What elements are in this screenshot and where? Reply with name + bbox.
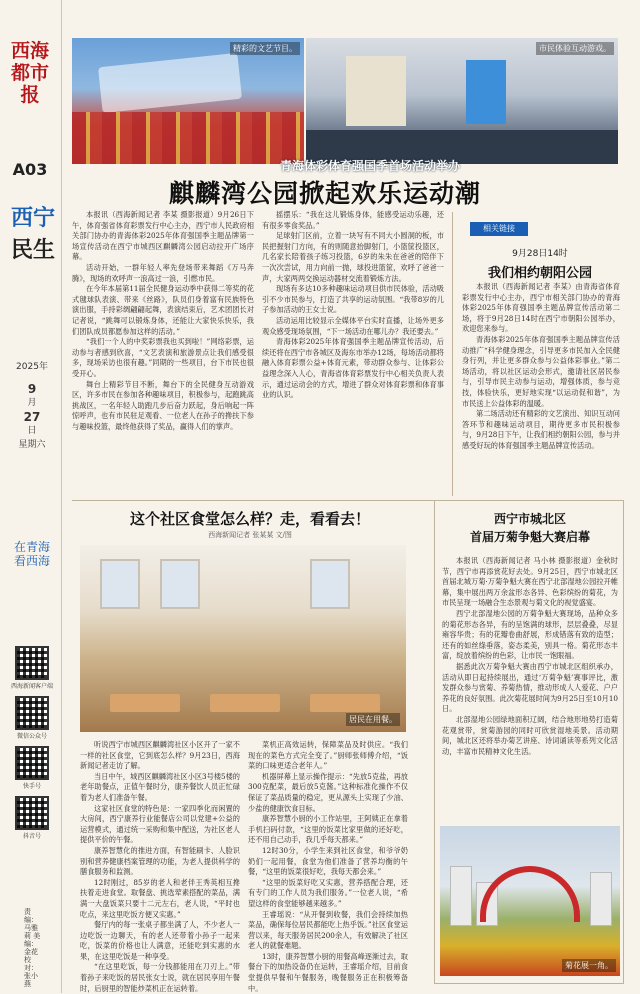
- section-title: [8, 206, 58, 264]
- lead-photo1-caption: 精彩的文艺节目。: [230, 42, 300, 55]
- story3-p1: 本报讯（西海新闻记者 马小林 摄影报道）金秋时节，西宁市再添赏花好去处。9月25日，西宁市城北区首届北城万菊·万菊争魁大赛在西宁北部湿地公园拉开帷幕，集中展出两万余盆形态各异、色彩缤纷的菊花，为市民呈现一场融合生态景观与菊文化的视觉盛宴。: [442, 556, 618, 608]
- sidebar-divider: [452, 212, 453, 496]
- dining-table: [210, 694, 280, 712]
- story2-c1-p4: 康养智慧化的推进方面，有智能刷卡、人脸识别和营养健康档案管理的功能，为老人提供科学的膳食服务和监测。: [80, 845, 240, 877]
- sidebar-headline: 我们相约朝阳公园: [487, 266, 592, 281]
- story3-headline: [440, 510, 620, 546]
- sidebar-p3: 第二场活动还有精彩的文艺演出、知识互动问答环节和趣味运动项目，期待更多市民积极参与，9月28日下午，让我们相约朝阳公园，参与并感受好玩的体育强国季主题品牌宣传活动。: [462, 409, 620, 450]
- lead-c1-p2: 活动开始，一群年轻人率先登场带来舞蹈《万马奔腾》，现场的欢呼声一浪高过一浪，引燃市民。: [72, 262, 254, 283]
- qr-codes: [8, 640, 56, 840]
- dining-table: [110, 694, 180, 712]
- issue-date: [10, 360, 54, 452]
- lead-c2-p3: 现场有多达10多种趣味运动项目供市民体验，活动吸引不少市民参与，打造了共享的运动氛围。“我带8岁的儿子参加活动的王女士说。: [262, 284, 444, 315]
- lead-headline: 麒麟湾公园掀起欢乐运动潮: [168, 179, 481, 208]
- story3-headline-line1: 西宁市城北区: [493, 512, 566, 526]
- section-sub: 民生: [10, 238, 55, 263]
- related-link-tag: 相关链接: [470, 222, 528, 236]
- lead-c2-p4: 活动运用比较显示全媒体平台实时直播，让场外更多观众感受现场氛围，“下一场活动在哪儿办？我还要去。”: [262, 315, 444, 336]
- lead-kicker: 青海体彩体育强国季首场活动举办: [279, 159, 460, 173]
- lead-c1-p5: 舞台上精彩节目不断，舞台下的全民健身互动游戏区，许多市民在参加各种趣味项目，积极参与，起跑跳高挑战区，一名年轻人助跑几步后奋力跃起，身后响起一阵惊呼声，也有市民驻足观看、一位老人在孙子的搀扶下参与趣味投篮，最终他获得了奖品，赢得人们的掌声。: [72, 379, 254, 431]
- qr-label-4: 抖音号: [22, 833, 41, 840]
- lead-c2-p2: 足球射门区前，立着一块写有不同大小圆洞的板，市民把握射门方向，有的则随意抬脚射门，小篮筐投篮区，几名家长陪着孩子练习投篮，6岁的朱朱在爸爸的陪伴下一次次尝试，用力向前一抛，球投进篮筐，欢呼了爸爸一声，大家两两交换运动器材交流着锻炼方法。: [262, 231, 444, 283]
- qr-label-1: 西海新闻客户端: [10, 683, 53, 690]
- issue-year: 2025年: [16, 362, 48, 372]
- lead-column-1: [72, 210, 254, 496]
- lead-photo-performance: [72, 38, 304, 164]
- story2-c2-p5: “这里的饭菜好吃又实惠，营养搭配合理，还有专门的工作人员为我们服务。”一位老人说，“希望这样的食堂能够越来越多。”: [248, 877, 408, 908]
- building: [590, 872, 612, 926]
- story2-c1-p1: 听说西宁市城西区麒麟湾社区小区开了一家不一样的社区食堂，它到底怎么样？9月23日，西海新闻记者走访了解。: [80, 740, 240, 771]
- window: [310, 559, 350, 609]
- story2-headline: 这个社区食堂怎么样？走，看看去！: [129, 510, 370, 528]
- story2-column-1: [80, 740, 240, 993]
- story2-c2-p1: 菜机正高效运转，保障菜品及时供应。“我们现在的菜色方式完全变了。”厨师张师傅介绍，“饭菜的口味更适合老年人。”: [248, 740, 408, 771]
- story2-c1-p6: 餐厅内的每一张桌子都坐满了人，不少老人一边吃饭一边聊天，有的老人还带着小孙子一起来吃，饭菜的价格也让人满意，还能吃到实惠的水果，在这里吃饭是一种享受。: [80, 920, 240, 961]
- lead-photo-games: [306, 38, 618, 164]
- lead-c2-p5: 青海体彩2025年体育强国季主题品牌宣传活动，后续还将在西宁市各城区及海东市举办12场，每场活动都将融入体育彩票公益+体育元素，带动群众参与、让体彩公益理念深入人心，青海省体育彩票发行中心相关负责人表示，通过运动会的方式，增进了群众对体育彩票和体育事业的认识。: [262, 337, 444, 400]
- issue-day-unit: 日: [27, 426, 37, 436]
- story2-byline: 西海新闻记者 张某某 文/图: [208, 531, 292, 539]
- canteen-caption: 居民在用餐。: [346, 713, 400, 726]
- chrysanthemum-photo: [440, 826, 620, 976]
- story2-c2-p2: 机器屏幕上显示操作提示：“先放5克盐，再放300克配菜，最后放5克酱。”这种标准化操作不仅保证了菜品质量的稳定，更从源头上实现了少油、少盐的健康饮食目标。: [248, 771, 408, 813]
- left-rail: [0, 0, 62, 993]
- canteen-photo: [80, 545, 406, 732]
- lead-c1-p1: 本报讯（西海新闻记者 李某 摄影报道）9月26日下午，体育强省体育彩票发行中心主办，西宁市人民政府相关部门协办的青海体彩2025年体育强国季主题品牌第一场宣传活动在西宁市城西区麒麟湾公园启动拉开广场序幕。: [72, 210, 254, 262]
- lead-c2-p1: 摇摆乐：“我在这儿锻炼身体，能感受运动乐趣，还有很多零食奖品。”: [262, 210, 444, 230]
- story3-body: [442, 556, 618, 820]
- sidebar-body: [462, 282, 620, 496]
- building: [450, 866, 472, 926]
- story2-column-2: [248, 740, 408, 993]
- story2-c1-p7: “在这里吃饭，每一分钱都能用在刀刃上。”带着孙子来吃饭的居民张女士说，就在居民享用午餐时，后厨里的智能炒菜机正在运转着。: [80, 962, 240, 993]
- window: [160, 559, 200, 609]
- dining-table: [310, 694, 380, 712]
- story2-c2-p7: 13时，康养智慧小厨的用餐高峰逐渐过去，取餐台下的加热设备仍在运转，王睿瑶介绍，目前食堂提供早餐和午餐服务，晚餐服务正在积极筹备中。: [248, 951, 408, 993]
- story2-c1-p2: 当日中午，城西区麒麟湾社区小区3号楼5楼的老年助餐点，正值午餐时分，康养餐饮人员正忙碌着为老人们准备午餐。: [80, 771, 240, 802]
- flower-arch: [480, 866, 580, 922]
- issue-weekday: 星期六: [18, 440, 46, 450]
- qr-label-3: 快手号: [22, 783, 41, 790]
- story2-c2-p3: 康养智慧小厨的小工作站里，王阿姨正在拿着手机扫码付款，“这里的饭菜比家里做的还好吃，还不用自己动手，我几乎每天都来。”: [248, 814, 408, 845]
- sidebar-p2: 青海体彩2025年体育强国季主题品牌宣传活动推广“科学健身理念，引导更多市民加入全民健身行列，并让更多群众参与公益体彩事业。”第二场活动，将以社区运动会形式，邀请社区居民参与，引导市民主动参与运动，增强体质，参与竞技，体验快乐，更好地实现“以运动促和谐”，为市民送上公益体彩的温暖。: [462, 334, 620, 408]
- lead-c1-p3: 在今年本届第11届全民健身运动季中获得二等奖的花式毽球队表演、带来《丝路》，队员们身着富有民族特色演出服，手持彩绸翩翩起舞，表演结束后，艺术团团长对记者说，“跳舞可以锻炼身体，还能让大家快乐快乐，我们团队成员都愿参加这样的活动。”: [72, 284, 254, 336]
- story3-headline-line2: 首届万菊争魁大赛启幕: [469, 530, 590, 544]
- story2-c2-p4: 12时30分，小学生来到社区食堂，和爷爷奶奶们一起用餐，食堂为他们准备了营养均衡的午餐，“这里的饭菜很好吃，我每天都会来。”: [248, 845, 408, 877]
- lead-c1-p4: “我们一个人的中奖彩票我也买到啦！”网络彩票，运动参与者感到欣喜，“文艺表演和旅游景点让我们感受很多，现场采访也很有趣。”同期的一些项目，台下市民也很受开心。: [72, 337, 254, 378]
- stage-banner: [98, 53, 242, 113]
- sidebar-p1: 本报讯（西海新闻记者 李某）由青海省体育彩票发行中心主办，西宁市相关部门协办的青海体彩2025年体育强国季主题品牌宣传活动第二场，将于9月28日14时在西宁市朝阳公园举办，欢迎您来参与。: [462, 282, 620, 334]
- story3-p4: 北部湿地公园绿地面积辽阔，结合地形地势打造菊花观赏带，赏菊游园的同时可欣赏湿地美景。活动期间，城北区还将举办菊艺讲座、诗词诵读等系列文化活动，丰富市民精神文化生活。: [442, 714, 618, 756]
- qr-code-3[interactable]: [15, 746, 49, 780]
- editors-credit: 责编：马雅莉 美编：金花 校对：张小燕: [24, 908, 41, 988]
- masthead-title: 西海都市报: [10, 40, 49, 106]
- flowers-caption: 菊花展一角。: [562, 959, 616, 972]
- story3-p3: 据悉此次万菊争魁大赛由西宁市城北区组织承办，活动从即日起持续展出，通过‘万菊争魁’赛事评比，激发群众参与赏菊、养菊热情，推动形成人人爱花、户户养花的良好氛围。此次菊花展时间为9月25日至10月10日。: [442, 661, 618, 714]
- story3-p2: 西宁北部湿地公园的万菊争魁大赛现场，品种众多的菊花形态各异，有的呈饱满的球形，层层叠叠，尽显雍容华贵；有的花瓣卷曲舒展，形成错落有致的造型；还有的如丝绦垂落，姿态柔美，别具一格。菊花形态丰富，绽放着缤纷的色彩，让市民一饱眼福。: [442, 608, 618, 661]
- lead-photo2-caption: 市民体验互动游戏。: [536, 42, 614, 55]
- slogan: 在青海 看西海: [13, 540, 50, 568]
- section-name: 西宁: [10, 206, 55, 231]
- issue-day: 27: [23, 410, 41, 424]
- game-board-blue: [466, 60, 506, 124]
- game-board: [346, 56, 406, 126]
- issue-month-unit: 月: [27, 398, 37, 408]
- story2-c2-p6: 王睿瑶说：“从开餐到收餐，我们会持续加热菜品，确保每位居民都能吃上热乎饭。”社区食堂运营以来，每天服务居民200余人，有效解决了社区老人的就餐难题。: [248, 909, 408, 951]
- lead-column-2: [262, 210, 444, 496]
- qr-code-4[interactable]: [15, 796, 49, 830]
- qr-code-2[interactable]: [15, 696, 49, 730]
- page-code: A03: [12, 160, 48, 179]
- story2-c1-p3: 这家社区食堂的特色是：一家四季化而闲置的大房间，西宁康养行业能餐店公司以党建+公益的运营模式，通过统一采购和集中配送，为社区老人提供平价的午餐。: [80, 803, 240, 845]
- story2-c1-p5: 12时刚过，85岁的老人和老伴王秀英相互搀扶着走进食堂。取餐盘、挑选荤素搭配的菜品，满满一大盘饭菜只要十二元左右，老人说，“平时也吃点，来这里吃饭方便又实惠。”: [80, 877, 240, 919]
- sidebar-time: 9月28日14时: [512, 249, 568, 259]
- qr-label-2: 微信公众号: [16, 733, 47, 740]
- window: [100, 559, 140, 609]
- qr-code-1[interactable]: [15, 646, 49, 680]
- issue-month: 9: [27, 382, 37, 396]
